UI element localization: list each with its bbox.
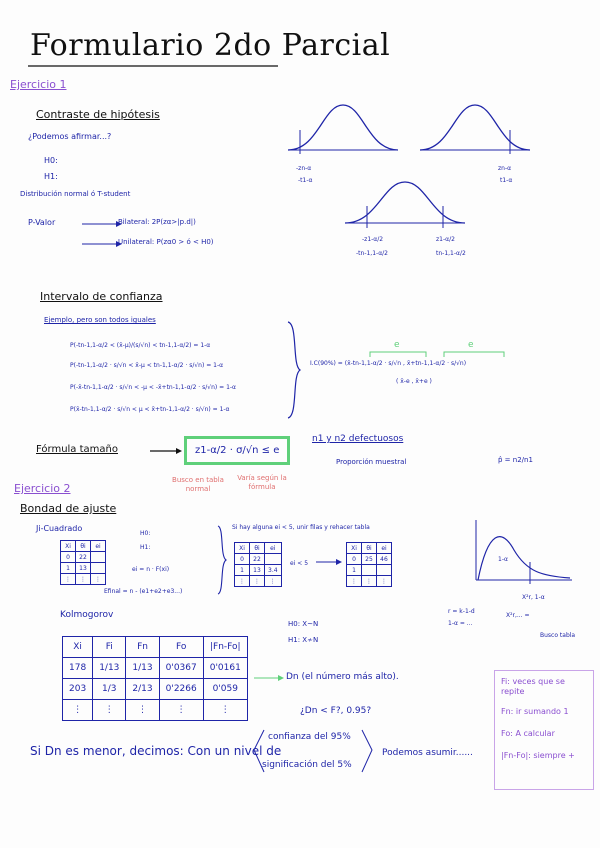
table-cell: ⋮ bbox=[203, 700, 247, 721]
table-cell: 0'2266 bbox=[159, 679, 203, 700]
table-cell: 0'0161 bbox=[203, 658, 247, 679]
chi-alpha: 1-α bbox=[498, 556, 508, 563]
table-cell: θi bbox=[250, 543, 265, 554]
table-cell: 22 bbox=[76, 552, 91, 563]
curve-mid-left-l2: -tn-1,1-α/2 bbox=[356, 250, 388, 257]
table-cell: Fi bbox=[93, 637, 126, 658]
table-cell: Xi bbox=[61, 541, 76, 552]
table-row bbox=[235, 543, 282, 554]
table-cell: θi bbox=[362, 543, 377, 554]
table-row bbox=[63, 637, 248, 658]
ji-table-3 bbox=[346, 542, 392, 587]
table-cell: 0 bbox=[235, 554, 250, 565]
ji-rule: Si hay alguna ei < 5, unir filas y rehacer tabla bbox=[232, 524, 370, 531]
table-cell: 1/3 bbox=[93, 679, 126, 700]
table-cell: ⋮ bbox=[159, 700, 203, 721]
contraste-h1: H1: bbox=[44, 172, 58, 181]
table-row bbox=[61, 563, 106, 574]
curve-left-l2: -t1-α bbox=[298, 177, 313, 184]
conclusion-opt2: significación del 5% bbox=[262, 760, 352, 770]
bondad-heading: Bondad de ajuste bbox=[20, 502, 117, 515]
table-cell: 0'059 bbox=[203, 679, 247, 700]
table-cell: 1/13 bbox=[93, 658, 126, 679]
curve-mid-right-l1: z1-α/2 bbox=[436, 236, 455, 243]
intervalo-brace bbox=[286, 320, 302, 420]
table-cell: ⋮ bbox=[250, 576, 265, 587]
intervalo-eq1: P(-tn-1,1-α/2 < (x̄-μ)/(s/√n) < tn-1,1-α/2) = 1-α bbox=[70, 342, 211, 349]
contraste-heading: Contraste de hipótesis bbox=[36, 108, 160, 121]
legend-fi: Fi: veces que se repite bbox=[501, 677, 565, 696]
chi-alpha-eq: 1-α = ... bbox=[448, 620, 473, 627]
table-row bbox=[63, 679, 248, 700]
ji-brace bbox=[216, 524, 228, 596]
formula-note-tabla: Busco en tabla normal bbox=[172, 476, 224, 493]
bell-curve-right bbox=[420, 100, 530, 155]
table-cell bbox=[362, 565, 377, 576]
table-cell: Fn bbox=[126, 637, 159, 658]
chi-square-curve bbox=[472, 520, 572, 586]
table-cell: 0'0367 bbox=[159, 658, 203, 679]
table-cell bbox=[265, 554, 282, 565]
kolmogorov-h0: H0: X~N bbox=[288, 620, 319, 628]
ji-efinal: Efinal = n - (e1+e2+e3...) bbox=[104, 588, 183, 595]
curve-mid-right-l2: tn-1,1-α/2 bbox=[436, 250, 466, 257]
arrow-formula bbox=[150, 447, 182, 455]
table-row bbox=[235, 554, 282, 565]
page-title: Formulario 2do Parcial bbox=[30, 28, 391, 63]
conclusion-end: Podemos asumir...... bbox=[382, 748, 473, 758]
ji-heading: Ji-Cuadrado bbox=[36, 524, 83, 533]
e-brackets bbox=[370, 350, 510, 358]
table-cell: ⋮ bbox=[265, 576, 282, 587]
intervalo-example: Ejemplo, pero son todos iguales bbox=[44, 316, 156, 324]
contraste-question: ¿Podemos afirmar...? bbox=[28, 132, 112, 141]
chi-r: X²r,... = bbox=[506, 612, 530, 619]
table-cell: θi bbox=[76, 541, 91, 552]
kolmogorov-dn: Dn (el número más alto). bbox=[286, 672, 399, 682]
table-cell: 13 bbox=[250, 565, 265, 576]
conclusion-opt1: confianza del 95% bbox=[268, 732, 351, 742]
ji-h0: H0: bbox=[140, 530, 151, 537]
contraste-distribution: Distribución normal ó T-student bbox=[20, 190, 131, 198]
defectuosos-heading: n1 y n2 defectuosos bbox=[312, 434, 404, 444]
table-cell: 178 bbox=[63, 658, 93, 679]
bell-curve-left bbox=[288, 100, 398, 155]
dn-arrow bbox=[254, 674, 284, 682]
table-cell: 13 bbox=[76, 563, 91, 574]
kolmogorov-heading: Kolmogorov bbox=[60, 610, 114, 620]
ji-ei-lt5: ei < 5 bbox=[290, 560, 309, 567]
table-cell: ⋮ bbox=[377, 576, 392, 587]
table-cell: Xi bbox=[347, 543, 362, 554]
table-row bbox=[61, 541, 106, 552]
chi-x: X²r, 1-α bbox=[522, 594, 545, 601]
section-ejercicio2: Ejercicio 2 bbox=[14, 482, 71, 495]
conclusion-brackets bbox=[252, 728, 382, 774]
pvalor-label: P-Valor bbox=[28, 218, 56, 227]
intervalo-heading: Intervalo de confianza bbox=[40, 290, 163, 303]
table-row bbox=[235, 576, 282, 587]
e-label-right: e bbox=[468, 340, 474, 350]
kolmogorov-h1: H1: X≁N bbox=[288, 636, 319, 644]
table-cell bbox=[377, 565, 392, 576]
table-cell bbox=[91, 552, 106, 563]
legend-diff: |Fn-Fo|: siempre + bbox=[501, 751, 575, 760]
table-cell: 46 bbox=[377, 554, 392, 565]
curve-right-l1: zn-α bbox=[498, 165, 512, 172]
e-label-left: e bbox=[394, 340, 400, 350]
table-row bbox=[235, 565, 282, 576]
table-cell: Xi bbox=[63, 637, 93, 658]
curve-right-l2: t1-α bbox=[500, 177, 513, 184]
table-cell: 1 bbox=[61, 563, 76, 574]
unilateral-label: Unilateral: P(zα0 > ó < H0) bbox=[118, 238, 214, 246]
bell-curve-mid bbox=[345, 178, 465, 228]
table-cell: 3.4 bbox=[265, 565, 282, 576]
table-row bbox=[347, 554, 392, 565]
ji-ei: ei = n · F(xi) bbox=[132, 566, 170, 573]
table-cell: 1 bbox=[347, 565, 362, 576]
table-cell: ei bbox=[377, 543, 392, 554]
table-cell: ⋮ bbox=[93, 700, 126, 721]
table-cell: 1/13 bbox=[126, 658, 159, 679]
formula-box: z1-α/2 · σ/√n ≤ e bbox=[184, 436, 290, 465]
intervalo-eq3: P(-x̄-tn-1,1-α/2 · s/√n < -μ < -x̄+tn-1,1-α/2 · s/√n) = 1-α bbox=[70, 384, 237, 391]
formula-note-varia: Varía según la fórmula bbox=[237, 474, 287, 491]
bilateral-label: Bilateral: 2P(zα>|p.d|) bbox=[118, 218, 196, 226]
title-underline bbox=[28, 64, 288, 70]
table-cell: |Fn-Fo| bbox=[203, 637, 247, 658]
table-row bbox=[63, 700, 248, 721]
chi-busco: Busco tabla bbox=[540, 632, 576, 639]
table-row bbox=[347, 576, 392, 587]
legend-fn: Fn: ir sumando 1 bbox=[501, 707, 569, 716]
intervalo-ic: I.C(90%) = (x̄-tn-1,1-α/2 · s/√n , x̄+tn-1,1-α/2 · s/√n) bbox=[310, 360, 467, 367]
table-row bbox=[347, 565, 392, 576]
table-cell: 0 bbox=[347, 554, 362, 565]
kolmogorov-question: ¿Dn < F?, 0.95? bbox=[300, 706, 372, 716]
table-cell: ⋮ bbox=[76, 574, 91, 585]
intervalo-eq2: P(-tn-1,1-α/2 · s/√n < x̄-μ < tn-1,1-α/2 · s/√n) = 1-α bbox=[70, 362, 224, 369]
curve-left-l1: -zn-α bbox=[296, 165, 312, 172]
table-cell: Xi bbox=[235, 543, 250, 554]
table-cell: ei bbox=[91, 541, 106, 552]
table-row bbox=[347, 543, 392, 554]
legend-fo: Fo: A calcular bbox=[501, 729, 555, 738]
kolmogorov-table bbox=[62, 636, 248, 721]
legend-box bbox=[494, 670, 594, 790]
proporcion-formula: p̂ = n2/n1 bbox=[498, 456, 533, 464]
ji-h1: H1: bbox=[140, 544, 151, 551]
proporcion-label: Proporción muestral bbox=[336, 458, 407, 466]
table-cell: 22 bbox=[250, 554, 265, 565]
table-row bbox=[63, 658, 248, 679]
contraste-h0: H0: bbox=[44, 156, 58, 165]
ji-table-1 bbox=[60, 540, 106, 585]
intervalo-eq4: P(x̄-tn-1,1-α/2 · s/√n < μ < x̄+tn-1,1-α/2 · s/√n) = 1-α bbox=[70, 406, 230, 413]
section-ejercicio1: Ejercicio 1 bbox=[10, 78, 67, 91]
ji-arrow bbox=[316, 558, 342, 566]
table-cell: 0 bbox=[61, 552, 76, 563]
table-cell: Fo bbox=[159, 637, 203, 658]
chi-r-eq: r = k-1-d bbox=[448, 608, 475, 615]
table-cell bbox=[91, 563, 106, 574]
ji-table-2 bbox=[234, 542, 282, 587]
table-cell: ei bbox=[265, 543, 282, 554]
table-row bbox=[61, 574, 106, 585]
table-cell: ⋮ bbox=[61, 574, 76, 585]
formula-tamano-heading: Fórmula tamaño bbox=[36, 444, 118, 455]
table-cell: ⋮ bbox=[63, 700, 93, 721]
curve-mid-left-l1: -z1-α/2 bbox=[362, 236, 384, 243]
intervalo-ic-short: ( x̄-e , x̄+e ) bbox=[396, 378, 432, 385]
arrow-bilateral bbox=[82, 220, 122, 228]
table-cell: 1 bbox=[235, 565, 250, 576]
table-cell: ⋮ bbox=[347, 576, 362, 587]
table-cell: ⋮ bbox=[362, 576, 377, 587]
table-cell: 203 bbox=[63, 679, 93, 700]
table-row bbox=[61, 552, 106, 563]
table-cell: ⋮ bbox=[126, 700, 159, 721]
table-cell: 25 bbox=[362, 554, 377, 565]
table-cell: 2/13 bbox=[126, 679, 159, 700]
table-cell: ⋮ bbox=[235, 576, 250, 587]
arrow-unilateral bbox=[82, 240, 122, 248]
conclusion-start: Si Dn es menor, decimos: Con un nivel de bbox=[30, 744, 282, 758]
table-cell: ⋮ bbox=[91, 574, 106, 585]
